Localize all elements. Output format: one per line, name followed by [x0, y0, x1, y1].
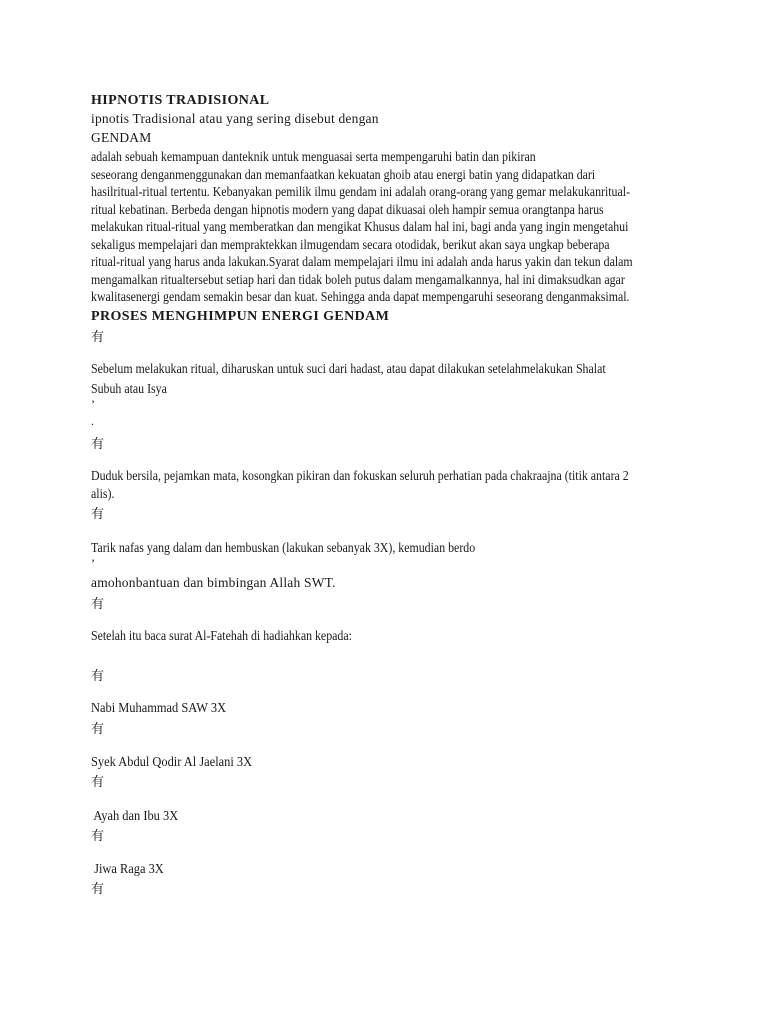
bullet-glyph: 有: [91, 437, 105, 452]
paragraph-line: ritual-ritual yang harus anda lakukan.Syarat dalam mempelajari ilmu ini adalah anda harus yakin dan tekun dalam: [91, 254, 633, 269]
list-item: Ayah dan Ibu 3X: [91, 808, 179, 823]
step-text: Duduk bersila, pejamkan mata, kosongkan pikiran dan fokuskan seluruh perhatian pada chakraajna (titik antara 2: [91, 468, 629, 483]
section-heading: PROSES MENGHIMPUN ENERGI GENDAM: [91, 309, 390, 324]
bullet-glyph: 有: [91, 507, 105, 522]
intro-line: ipnotis Tradisional atau yang sering disebut dengan: [91, 111, 379, 126]
paragraph-line: kwalitasenergi gendam semakin besar dan kuat. Sehingga anda dapat mempengaruhi seseorang denganmaksimal.: [91, 289, 630, 304]
paragraph-line: melakukan ritual-ritual yang memberatkan dan mengikat Khusus dalam hal ini, bagi anda yang ingin mengetahui: [91, 219, 629, 234]
step-text: amohonbantuan dan bimbingan Allah SWT.: [91, 575, 336, 590]
period-mark: .: [91, 414, 94, 428]
bullet-glyph: 有: [91, 669, 105, 684]
paragraph-line: sekaligus mempelajari dan mempraktekkan ilmugendam secara otodidak, berikut akan saya ungkap beberapa: [91, 237, 610, 252]
bullet-glyph: 有: [91, 882, 105, 897]
apostrophe-mark: ’: [91, 397, 95, 411]
paragraph-line: mengamalkan ritualtersebut setiap hari dan tidak boleh putus dalam mengamalkannya, hal ini dimaksudkan agar: [91, 272, 625, 287]
paragraph-line: seseorang denganmenggunakan dan memanfaatkan kekuatan ghoib atau energi batin yang didapatkan dari: [91, 167, 596, 182]
bullet-glyph: 有: [91, 775, 105, 790]
apostrophe-mark: ’: [91, 556, 95, 570]
list-item: Jiwa Raga 3X: [91, 861, 164, 876]
list-item: Nabi Muhammad SAW 3X: [91, 700, 227, 715]
step-text: Subuh atau Isya: [91, 381, 167, 396]
paragraph-line: ritual kebatinan. Berbeda dengan hipnotis modern yang dapat dikuasai oleh hampir semua orangtanpa harus: [91, 202, 604, 217]
step-text: Sebelum melakukan ritual, diharuskan untuk suci dari hadast, atau dapat dilakukan setelahmelakukan Shalat: [91, 361, 606, 376]
paragraph-line: adalah sebuah kemampuan danteknik untuk menguasai serta mempengaruhi batin dan pikiran: [91, 149, 536, 164]
step-text: Tarik nafas yang dalam dan hembuskan (lakukan sebanyak 3X), kemudian berdo: [91, 540, 476, 555]
step-text: Setelah itu baca surat Al-Fatehah di hadiahkan kepada:: [91, 628, 352, 643]
bullet-glyph: 有: [91, 829, 105, 844]
list-item: Syek Abdul Qodir Al Jaelani 3X: [91, 754, 253, 769]
bullet-glyph: 有: [91, 330, 105, 345]
intro-keyword: GENDAM: [91, 130, 152, 145]
step-text: alis).: [91, 486, 115, 501]
paragraph-line: hasilritual-ritual tertentu. Kebanyakan pemilik ilmu gendam ini adalah orang-orang yang gemar melakukanritual-: [91, 184, 631, 199]
bullet-glyph: 有: [91, 722, 105, 737]
document-title: HIPNOTIS TRADISIONAL: [91, 93, 270, 108]
bullet-glyph: 有: [91, 597, 105, 612]
